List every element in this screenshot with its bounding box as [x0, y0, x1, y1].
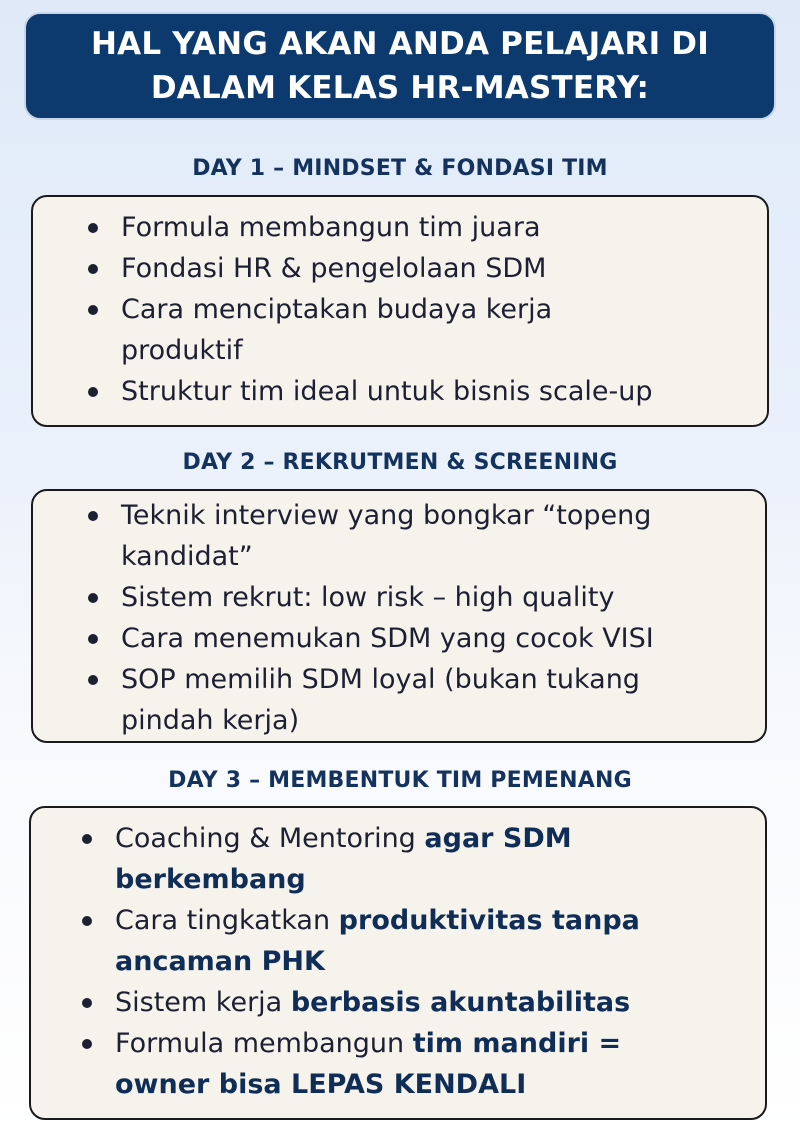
list-item-text: Coaching & Mentoring: [115, 823, 425, 854]
list-item-emphasis: produktivitas tanpa ancaman PHK: [115, 905, 640, 977]
banner-title-line-2: DALAM KELAS HR-MASTERY:: [150, 70, 650, 106]
header-banner: [24, 12, 776, 120]
day2-title: DAY 2 – REKRUTMEN & SCREENING: [182, 450, 618, 475]
list-item-text: Cara tingkatkan: [115, 905, 339, 936]
day3-card: [29, 806, 767, 1120]
list-item: Sistem rekrut: low risk – high quality: [88, 577, 728, 618]
list-item: Teknik interview yang bongkar “topeng kandidat”: [88, 495, 721, 577]
list-item-text: Formula membangun: [115, 1028, 413, 1059]
day2-card: [31, 489, 767, 743]
day2-list: [33, 491, 728, 741]
list-item-text: Sistem kerja: [115, 987, 291, 1018]
banner-title-line-1: HAL YANG AKAN ANDA PELAJARI DI: [91, 26, 709, 62]
day3-list: [31, 808, 722, 1105]
list-item-emphasis: agar SDM berkembang: [115, 823, 572, 895]
day1-card: [31, 195, 769, 427]
list-item: SOP memilih SDM loyal (bukan tukang pindah kerja): [88, 659, 721, 741]
list-item: [82, 982, 722, 1023]
day1-title: DAY 1 – MINDSET & FONDASI TIM: [192, 156, 608, 181]
list-item: Fondasi HR & pengelolaan SDM: [88, 248, 728, 289]
day1-list: [33, 197, 728, 412]
list-item: Cara menemukan SDM yang cocok VISI: [88, 618, 728, 659]
list-item-emphasis: tim mandiri = owner bisa LEPAS KENDALI: [115, 1028, 622, 1100]
list-item: Struktur tim ideal untuk bisnis scale-up: [88, 371, 728, 412]
list-item-emphasis: berbasis akuntabilitas: [290, 987, 631, 1018]
list-item: [82, 818, 655, 900]
list-item: [82, 900, 715, 982]
list-item: Formula membangun tim juara: [88, 207, 728, 248]
list-item: [82, 1023, 715, 1105]
day3-title: DAY 3 – MEMBENTUK TIM PEMENANG: [168, 768, 632, 793]
list-item: Cara menciptakan budaya kerja produktif: [88, 289, 641, 371]
